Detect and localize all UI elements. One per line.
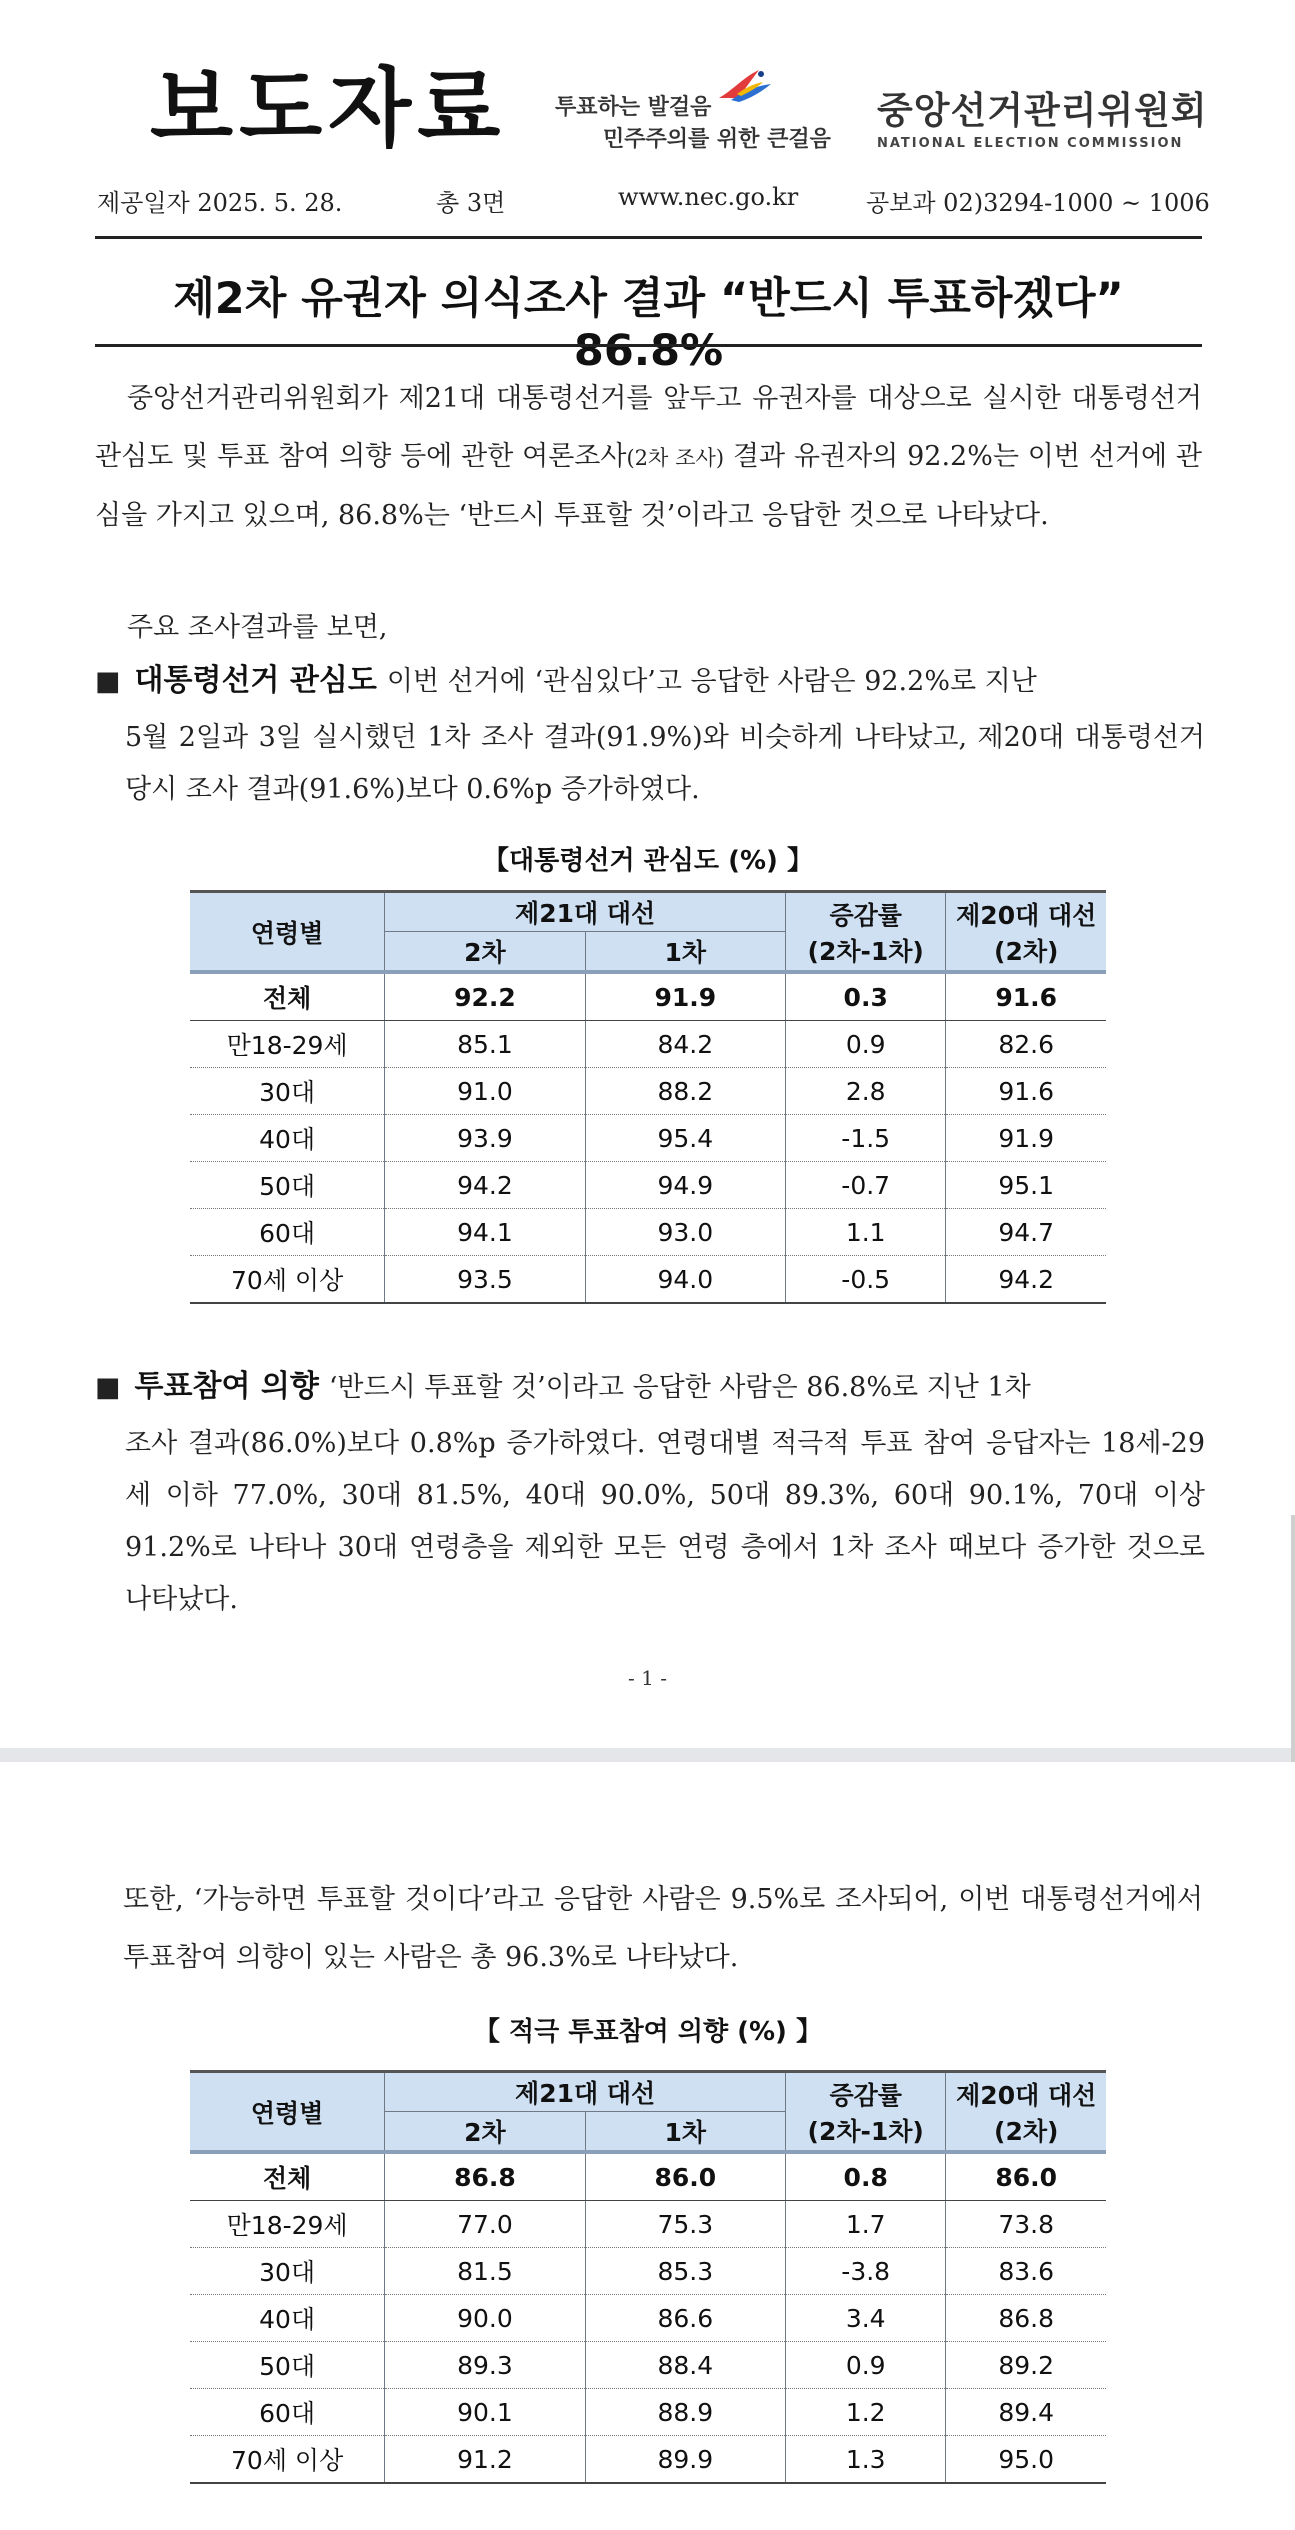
col-header-age: 연령별 (190, 892, 385, 973)
table-row (190, 1115, 1106, 1162)
table-row (190, 1162, 1106, 1209)
col-header-age: 연령별 (190, 2072, 385, 2153)
table-cell: 91.2 (385, 2436, 585, 2484)
table-cell: 91.9 (946, 1115, 1106, 1162)
table-cell: 3.4 (785, 2295, 945, 2342)
commission-name-en: NATIONAL ELECTION COMMISSION (877, 136, 1184, 151)
change-label: 증감률 (829, 2080, 902, 2110)
intro-text-1: 중앙선거관리위원회가 제21대 대통령선거를 앞두고 유권자를 대상으로 실시한 대통령선거 관심도 및 투표 참여 의향 등에 관한 여론조사 (95, 383, 1202, 472)
table-cell: 94.0 (585, 1256, 785, 1304)
release-date: 제공일자 2025. 5. 28. (97, 189, 343, 217)
square-bullet-icon: ■ (95, 666, 121, 697)
scrollbar-thumb[interactable] (1291, 1515, 1295, 1765)
table-cell: 86.8 (946, 2295, 1106, 2342)
table-cell: 95.1 (946, 1162, 1106, 1209)
table-cell: 전체 (190, 2152, 385, 2201)
prev-sub-label: (2차) (994, 936, 1059, 966)
table-cell: 50대 (190, 1162, 385, 1209)
table-cell: 85.1 (385, 1021, 585, 1068)
table-cell: 86.0 (946, 2152, 1106, 2201)
intro-text-2: 결과 유권자의 92.2%는 이번 선거에 관심을 가지고 있으며, 86.8%는 ‘반드시 투표할 것’이라고 응답한 것으로 나타났다. (95, 441, 1202, 531)
col-header-change (785, 892, 945, 973)
table-cell: 30대 (190, 2248, 385, 2295)
table-cell: 84.2 (585, 1021, 785, 1068)
intro-lead-text: 주요 조사결과를 보면, (127, 612, 388, 643)
table-cell: 93.0 (585, 1209, 785, 1256)
table-cell: 1.2 (785, 2389, 945, 2436)
col-header-round1: 1차 (585, 932, 785, 973)
square-bullet-icon: ■ (95, 1372, 121, 1403)
table-cell: 93.5 (385, 1256, 585, 1304)
col-header-round2: 2차 (385, 2112, 585, 2153)
intro-lead (95, 599, 1202, 657)
page-count: 총 3면 (436, 189, 506, 217)
commission-name-ko: 중앙선거관리위원회 (877, 89, 1208, 132)
table-cell: 95.0 (946, 2436, 1106, 2484)
table-cell: 70세 이상 (190, 1256, 385, 1304)
table-cell: 70세 이상 (190, 2436, 385, 2484)
table-cell: 94.7 (946, 1209, 1106, 1256)
table-cell: 전체 (190, 972, 385, 1021)
prev-label: 제20대 대선 (956, 2080, 1097, 2110)
table-row (190, 2248, 1106, 2295)
table-row (190, 1021, 1106, 1068)
table-cell: 만18-29세 (190, 2201, 385, 2248)
section1-text-first: 이번 선거에 ‘관심있다’고 응답한 사람은 92.2%로 지난 (386, 666, 1037, 697)
table-row (190, 2389, 1106, 2436)
table-cell: 94.9 (585, 1162, 785, 1209)
table-cell: 91.0 (385, 1068, 585, 1115)
change-label: 증감률 (829, 900, 902, 930)
table-cell: 90.0 (385, 2295, 585, 2342)
col-header-20th (946, 2072, 1106, 2153)
dove-logo-icon (715, 64, 775, 114)
table1-caption: 【대통령선거 관심도 (%) 】 (483, 846, 813, 876)
table-cell: 94.2 (946, 1256, 1106, 1304)
slogan-line-1: 투표하는 발걸음 (555, 95, 712, 120)
col-header-change (785, 2072, 945, 2153)
table-cell: 90.1 (385, 2389, 585, 2436)
col-header-round2: 2차 (385, 932, 585, 973)
table-cell: 86.6 (585, 2295, 785, 2342)
table-cell: 88.4 (585, 2342, 785, 2389)
press-release-title: 보도자료 (150, 59, 507, 159)
table-cell: 95.4 (585, 1115, 785, 1162)
table-cell: 40대 (190, 2295, 385, 2342)
table-cell: 60대 (190, 2389, 385, 2436)
slogan-line-2: 민주주의를 위한 큰걸음 (603, 127, 831, 152)
col-header-round1: 1차 (585, 2112, 785, 2153)
document-page-2 (0, 1762, 1295, 2530)
table-cell: 1.7 (785, 2201, 945, 2248)
table-cell: 1.3 (785, 2436, 945, 2484)
table-cell: 83.6 (946, 2248, 1106, 2295)
table-cell: 85.3 (585, 2248, 785, 2295)
change-sub-label: (2차-1차) (807, 936, 924, 966)
table-row (190, 2152, 1106, 2201)
page2-paragraph: 또한, ‘가능하면 투표할 것이다’라고 응답한 사람은 9.5%로 조사되어, 이번 대통령선거에서 투표참여 의향이 있는 사람은 총 96.3%로 나타났다. (123, 1884, 1203, 1973)
table-cell: 0.8 (785, 2152, 945, 2201)
table-row (190, 2295, 1106, 2342)
table-cell: 94.2 (385, 1162, 585, 1209)
table-cell: 30대 (190, 1068, 385, 1115)
interest-table (190, 890, 1106, 1304)
section1-text-rest: 5월 2일과 3일 실시했던 1차 조사 결과(91.9%)와 비슷하게 나타났고, 제20대 대통령선거 당시 조사 결과(91.6%)보다 0.6%p 증가하였다. (125, 722, 1205, 805)
voting-intention-table (190, 2070, 1106, 2484)
table-cell: 0.9 (785, 2342, 945, 2389)
col-header-21st: 제21대 대선 (385, 892, 786, 932)
table-cell: 91.6 (946, 1068, 1106, 1115)
section2-heading: 투표참여 의향 (134, 1369, 319, 1404)
header-divider-bottom (95, 344, 1202, 347)
intro-survey-round: (2차 조사) (626, 446, 725, 470)
table2-caption: 【 적극 투표참여 의향 (%) 】 (473, 2017, 822, 2047)
table-cell: 73.8 (946, 2201, 1106, 2248)
page-separator (0, 1748, 1295, 1762)
section2-text-first: ‘반드시 투표할 것’이라고 응답한 사람은 86.8%로 지난 1차 (328, 1372, 1031, 1403)
table-row (190, 2342, 1106, 2389)
website-link[interactable]: www.nec.go.kr (618, 183, 799, 211)
table-row (190, 2201, 1106, 2248)
table-cell: 2.8 (785, 1068, 945, 1115)
table-cell: 만18-29세 (190, 1021, 385, 1068)
table-cell: -0.5 (785, 1256, 945, 1304)
table-cell: 91.9 (585, 972, 785, 1021)
table-row (190, 972, 1106, 1021)
table-cell: 0.9 (785, 1021, 945, 1068)
section2-first-line (95, 1358, 1205, 1417)
section1-first-line (95, 652, 1205, 711)
prev-sub-label: (2차) (994, 2116, 1059, 2146)
change-sub-label: (2차-1차) (807, 2116, 924, 2146)
table-cell: 86.0 (585, 2152, 785, 2201)
table-cell: 89.4 (946, 2389, 1106, 2436)
table-cell: 1.1 (785, 1209, 945, 1256)
table-cell: 40대 (190, 1115, 385, 1162)
table-cell: 86.8 (385, 2152, 585, 2201)
table-cell: 88.2 (585, 1068, 785, 1115)
col-header-20th (946, 892, 1106, 973)
campaign-slogan (555, 92, 831, 156)
section2-text-rest: 조사 결과(86.0%)보다 0.8%p 증가하였다. 연령대별 적극적 투표 참여 응답자는 18세-29세 이하 77.0%, 30대 81.5%, 40대 90.0%, 50대 89.3%, 60대 90.1%, 70대 이상 91.2%로 나타나 30대 연령층을 제외한 모든 연령 층에서 1차 조사 때보다 증가한 것으로 나타났다. (125, 1428, 1205, 1615)
table-cell: 75.3 (585, 2201, 785, 2248)
col-header-21st: 제21대 대선 (385, 2072, 786, 2112)
table-cell: 94.1 (385, 1209, 585, 1256)
table-cell: -3.8 (785, 2248, 945, 2295)
intro-paragraph (95, 370, 1202, 545)
section1-heading: 대통령선거 관심도 (134, 663, 377, 698)
table-cell: 77.0 (385, 2201, 585, 2248)
table-cell: 60대 (190, 1209, 385, 1256)
table-cell: 88.9 (585, 2389, 785, 2436)
table-cell: 93.9 (385, 1115, 585, 1162)
table-row (190, 1256, 1106, 1304)
commission-logo (877, 90, 1208, 151)
header-divider-top (95, 236, 1202, 239)
headline: 제2차 유권자 의식조사 결과 “반드시 투표하겠다” 86.8% (173, 274, 1124, 376)
table-row (190, 1209, 1106, 1256)
page-number: - 1 - (628, 1666, 667, 1690)
table-cell: 89.2 (946, 2342, 1106, 2389)
table-row (190, 1068, 1106, 1115)
table-cell: 82.6 (946, 1021, 1106, 1068)
table-cell: 91.6 (946, 972, 1106, 1021)
table-row (190, 2436, 1106, 2484)
table-cell: 0.3 (785, 972, 945, 1021)
table-cell: 50대 (190, 2342, 385, 2389)
prev-label: 제20대 대선 (956, 900, 1097, 930)
table-cell: 89.3 (385, 2342, 585, 2389)
table-cell: -1.5 (785, 1115, 945, 1162)
table-cell: -0.7 (785, 1162, 945, 1209)
table-cell: 81.5 (385, 2248, 585, 2295)
table-cell: 92.2 (385, 972, 585, 1021)
contact-info: 공보과 02)3294-1000 ~ 1006 (866, 189, 1210, 217)
table-cell: 89.9 (585, 2436, 785, 2484)
